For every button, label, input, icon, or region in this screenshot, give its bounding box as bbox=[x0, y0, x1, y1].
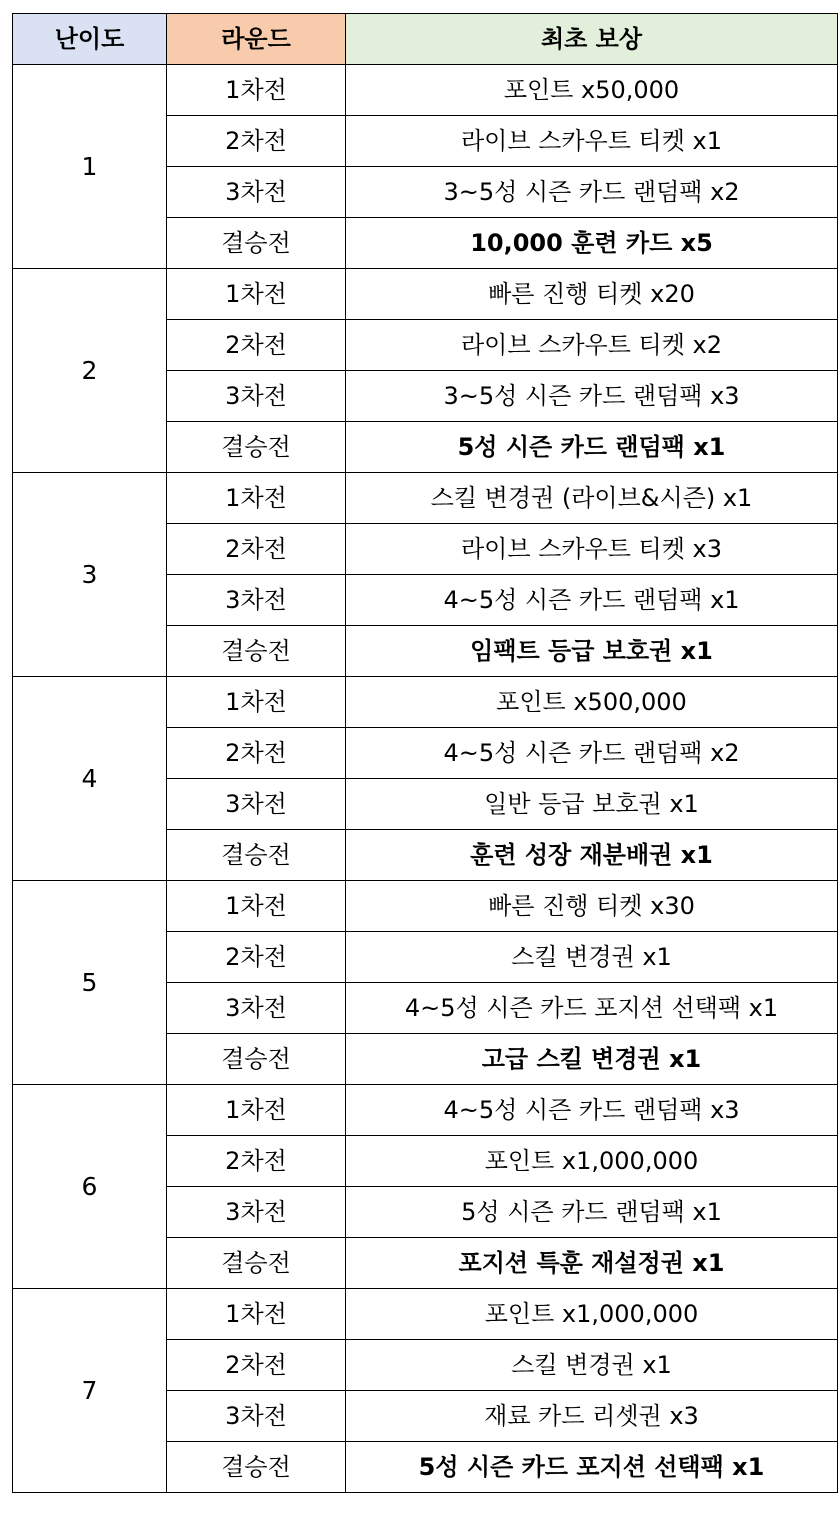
round-cell: 2차전 bbox=[167, 1136, 346, 1187]
reward-cell: 스킬 변경권 x1 bbox=[346, 1340, 838, 1391]
reward-cell: 포인트 x50,000 bbox=[346, 65, 838, 116]
difficulty-cell: 1 bbox=[13, 65, 167, 269]
reward-cell: 훈련 성장 재분배권 x1 bbox=[346, 830, 838, 881]
round-cell: 2차전 bbox=[167, 320, 346, 371]
round-cell: 1차전 bbox=[167, 473, 346, 524]
reward-cell: 3~5성 시즌 카드 랜덤팩 x3 bbox=[346, 371, 838, 422]
table-row bbox=[13, 1085, 838, 1136]
table-body bbox=[13, 65, 838, 1493]
round-cell: 결승전 bbox=[167, 626, 346, 677]
round-cell: 결승전 bbox=[167, 422, 346, 473]
reward-cell: 라이브 스카우트 티켓 x3 bbox=[346, 524, 838, 575]
reward-cell: 포인트 x1,000,000 bbox=[346, 1289, 838, 1340]
round-cell: 1차전 bbox=[167, 677, 346, 728]
reward-cell: 빠른 진행 티켓 x20 bbox=[346, 269, 838, 320]
table-row bbox=[13, 65, 838, 116]
reward-cell: 4~5성 시즌 카드 랜덤팩 x1 bbox=[346, 575, 838, 626]
reward-cell: 5성 시즌 카드 랜덤팩 x1 bbox=[346, 1187, 838, 1238]
difficulty-cell: 5 bbox=[13, 881, 167, 1085]
round-cell: 결승전 bbox=[167, 1034, 346, 1085]
round-cell: 3차전 bbox=[167, 167, 346, 218]
reward-cell: 일반 등급 보호권 x1 bbox=[346, 779, 838, 830]
reward-cell: 5성 시즌 카드 랜덤팩 x1 bbox=[346, 422, 838, 473]
reward-cell: 4~5성 시즌 카드 랜덤팩 x3 bbox=[346, 1085, 838, 1136]
round-cell: 2차전 bbox=[167, 728, 346, 779]
round-cell: 1차전 bbox=[167, 1085, 346, 1136]
table-row bbox=[13, 1289, 838, 1340]
reward-table-container bbox=[12, 13, 838, 1493]
reward-cell: 포인트 x1,000,000 bbox=[346, 1136, 838, 1187]
round-cell: 2차전 bbox=[167, 524, 346, 575]
round-cell: 1차전 bbox=[167, 269, 346, 320]
round-cell: 결승전 bbox=[167, 218, 346, 269]
table-row bbox=[13, 881, 838, 932]
difficulty-cell: 2 bbox=[13, 269, 167, 473]
round-cell: 결승전 bbox=[167, 830, 346, 881]
table-row bbox=[13, 473, 838, 524]
table-row bbox=[13, 269, 838, 320]
header-row bbox=[13, 14, 838, 65]
reward-cell: 고급 스킬 변경권 x1 bbox=[346, 1034, 838, 1085]
round-cell: 3차전 bbox=[167, 371, 346, 422]
reward-cell: 라이브 스카우트 티켓 x1 bbox=[346, 116, 838, 167]
round-cell: 1차전 bbox=[167, 1289, 346, 1340]
round-cell: 3차전 bbox=[167, 983, 346, 1034]
header-reward: 최초 보상 bbox=[346, 14, 838, 65]
reward-cell: 스킬 변경권 (라이브&시즌) x1 bbox=[346, 473, 838, 524]
reward-cell: 임팩트 등급 보호권 x1 bbox=[346, 626, 838, 677]
reward-cell: 3~5성 시즌 카드 랜덤팩 x2 bbox=[346, 167, 838, 218]
round-cell: 1차전 bbox=[167, 65, 346, 116]
round-cell: 2차전 bbox=[167, 932, 346, 983]
reward-cell: 5성 시즌 카드 포지션 선택팩 x1 bbox=[346, 1442, 838, 1493]
round-cell: 2차전 bbox=[167, 1340, 346, 1391]
reward-cell: 4~5성 시즌 카드 포지션 선택팩 x1 bbox=[346, 983, 838, 1034]
difficulty-cell: 3 bbox=[13, 473, 167, 677]
reward-cell: 스킬 변경권 x1 bbox=[346, 932, 838, 983]
reward-cell: 10,000 훈련 카드 x5 bbox=[346, 218, 838, 269]
reward-cell: 라이브 스카우트 티켓 x2 bbox=[346, 320, 838, 371]
reward-table bbox=[12, 13, 838, 1493]
difficulty-cell: 4 bbox=[13, 677, 167, 881]
round-cell: 3차전 bbox=[167, 1187, 346, 1238]
round-cell: 3차전 bbox=[167, 779, 346, 830]
reward-cell: 포지션 특훈 재설정권 x1 bbox=[346, 1238, 838, 1289]
difficulty-cell: 6 bbox=[13, 1085, 167, 1289]
reward-cell: 재료 카드 리셋권 x3 bbox=[346, 1391, 838, 1442]
round-cell: 2차전 bbox=[167, 116, 346, 167]
round-cell: 1차전 bbox=[167, 881, 346, 932]
table-header bbox=[13, 14, 838, 65]
header-difficulty: 난이도 bbox=[13, 14, 167, 65]
round-cell: 결승전 bbox=[167, 1442, 346, 1493]
round-cell: 3차전 bbox=[167, 575, 346, 626]
header-round: 라운드 bbox=[167, 14, 346, 65]
reward-cell: 포인트 x500,000 bbox=[346, 677, 838, 728]
round-cell: 결승전 bbox=[167, 1238, 346, 1289]
table-row bbox=[13, 677, 838, 728]
reward-cell: 빠른 진행 티켓 x30 bbox=[346, 881, 838, 932]
reward-cell: 4~5성 시즌 카드 랜덤팩 x2 bbox=[346, 728, 838, 779]
difficulty-cell: 7 bbox=[13, 1289, 167, 1493]
round-cell: 3차전 bbox=[167, 1391, 346, 1442]
